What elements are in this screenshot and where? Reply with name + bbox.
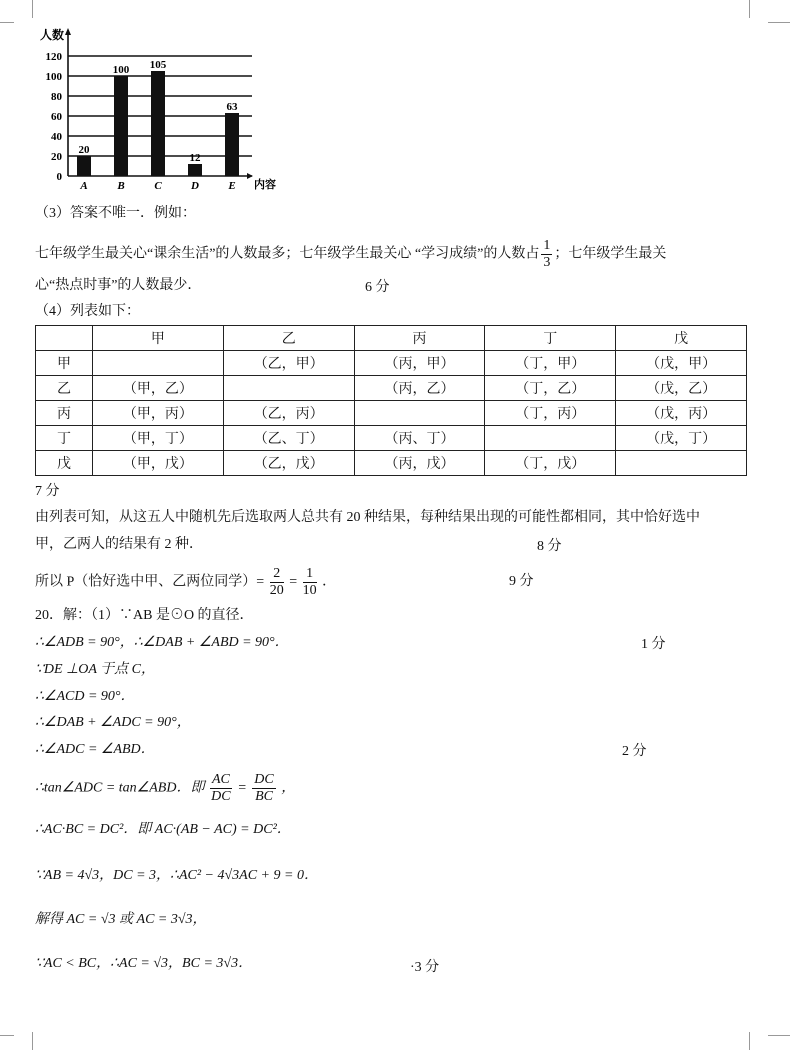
crop-mark xyxy=(749,1032,768,1050)
table-cell: 乙 xyxy=(223,326,354,351)
y-tick-label: 40 xyxy=(51,131,62,143)
crop-mark xyxy=(0,22,14,23)
q20-line2: ∴∠ADB = 90°，∴∠DAB + ∠ABD = 90°． xyxy=(35,635,289,650)
table-cell: （丙，戊） xyxy=(354,451,485,476)
fraction: $\frac{DC}{BC}$ xyxy=(254,772,274,804)
table-cell: （乙，丙） xyxy=(223,401,354,426)
table-cell: 甲 xyxy=(36,351,93,376)
q20-line10: 解得 AC = √3 或 AC = 3√3， xyxy=(35,912,207,927)
table-cell: （戊，丁） xyxy=(616,426,747,451)
q20-line6: ∴∠ADC = ∠ABD． xyxy=(35,742,155,757)
q20-line5: ∴∠DAB + ∠ADC = 90°， xyxy=(35,715,191,730)
p3-intro: （3）答案不唯一．例如： xyxy=(35,206,196,221)
table-cell: （甲，丁） xyxy=(93,426,224,451)
p4-text1: 由列表可知，从这五人中随机先后选取两人总共有 20 种结果，每种结果出现的可能性都相同，其中恰好选中 xyxy=(35,510,700,525)
bar-chart xyxy=(30,26,290,198)
table-cell xyxy=(223,376,354,401)
p4-text2: 甲，乙两人的结果有 2 种． xyxy=(35,537,203,552)
table-cell: （丙，甲） xyxy=(354,351,485,376)
table-cell: （甲，戊） xyxy=(93,451,224,476)
table-cell: （乙、丁） xyxy=(223,426,354,451)
bar xyxy=(151,71,165,176)
crop-mark xyxy=(768,22,790,23)
crop-mark xyxy=(749,0,768,18)
fraction: $\frac{AC}{DC}$ xyxy=(211,772,231,804)
y-axis-label: 人数 xyxy=(40,28,65,42)
table-row xyxy=(36,451,747,476)
q20-line11: ∵AC < BC，∴AC = √3，BC = 3√3． xyxy=(35,956,253,971)
y-tick-label: 120 xyxy=(45,51,62,63)
y-tick-label: 100 xyxy=(45,71,62,83)
table-cell: （乙，戊） xyxy=(223,451,354,476)
table-cell: （戊，乙） xyxy=(616,376,747,401)
x-axis-arrow xyxy=(247,173,253,179)
q20-line1: 20．解：（1）∵AB 是⊙O 的直径． xyxy=(35,608,254,623)
crop-mark xyxy=(0,1035,14,1036)
p3-line2: 心“热点时事”的人数最少． xyxy=(35,278,202,293)
bar xyxy=(114,76,128,176)
score-9: 9 分 xyxy=(509,574,534,589)
table-cell: （甲，丙） xyxy=(93,401,224,426)
pair-table xyxy=(35,325,747,476)
x-tick-label: C xyxy=(154,180,162,192)
q20-line8: ∴AC·BC = DC²．即 AC·(AB − AC) = DC²． xyxy=(35,822,291,837)
score-2: 2 分 xyxy=(622,744,647,759)
q20-line7: ∴tan∠ADC = tan∠ABD．即 $\frac{AC}{DC}$ = $\frac{DC}{BC}$ ， xyxy=(35,772,296,804)
x-tick-label: E xyxy=(228,180,236,192)
table-row xyxy=(36,426,747,451)
bar xyxy=(188,164,202,176)
table-row xyxy=(36,376,747,401)
table-row xyxy=(36,401,747,426)
data-label: 12 xyxy=(189,152,201,164)
score-8: 8 分 xyxy=(537,539,562,554)
table-cell xyxy=(36,326,93,351)
table-cell: 戊 xyxy=(36,451,93,476)
score-1: 1 分 xyxy=(641,637,666,652)
fraction: $\frac{1}{10}$ xyxy=(302,566,317,598)
probability-line: 所以 P（恰好选中甲、乙两位同学）= $\frac{2}{20}$ = $\frac{1}{10}$ ． xyxy=(35,566,337,598)
bar xyxy=(77,156,91,176)
table-cell: 乙 xyxy=(36,376,93,401)
crop-mark xyxy=(14,1032,33,1050)
table-cell: （丙，乙） xyxy=(354,376,485,401)
data-label: 105 xyxy=(149,59,167,71)
p3-line1: 七年级学生最关心“课余生活”的人数最多；七年级学生最关心 “学习成绩”的人数占 $\frac{1}{3}$ ；七年级学生最关 xyxy=(35,238,667,270)
table-cell xyxy=(616,451,747,476)
y-tick-label: 60 xyxy=(51,111,62,123)
data-label: 20 xyxy=(78,144,90,156)
table-cell: （戊，丙） xyxy=(616,401,747,426)
table-cell: （乙，甲） xyxy=(223,351,354,376)
q20-line4: ∴∠ACD = 90°． xyxy=(35,689,135,704)
y-tick-label: 0 xyxy=(56,171,62,183)
table-cell: （丁，戊） xyxy=(485,451,616,476)
table-cell: 丙 xyxy=(36,401,93,426)
p4-intro: （4）列表如下： xyxy=(35,304,140,319)
y-axis-arrow xyxy=(65,28,71,35)
q20-line3: ∵DE ⊥OA 于点 C， xyxy=(35,662,156,677)
y-tick-label: 20 xyxy=(51,151,62,163)
table-cell: （甲，乙） xyxy=(93,376,224,401)
bar xyxy=(225,113,239,176)
x-tick-label: B xyxy=(117,180,125,192)
score-6: 6 分 xyxy=(365,280,390,295)
crop-mark xyxy=(14,0,33,18)
table-cell xyxy=(485,426,616,451)
table-cell xyxy=(354,401,485,426)
table-cell xyxy=(93,351,224,376)
data-label: 100 xyxy=(112,64,130,76)
fraction: $\frac{2}{20}$ xyxy=(269,566,284,598)
table-cell: 丁 xyxy=(485,326,616,351)
x-tick-label: A xyxy=(80,180,88,192)
table-cell: 戊 xyxy=(616,326,747,351)
fraction: $\frac{1}{3}$ xyxy=(543,238,551,270)
score-7: 7 分 xyxy=(35,484,60,499)
table-cell: 丁 xyxy=(36,426,93,451)
q20-line9: ∵AB = 4√3，DC = 3，∴AC² − 4√3AC + 9 = 0． xyxy=(35,868,318,883)
x-axis-label: 内容 xyxy=(254,178,276,191)
crop-mark xyxy=(768,1035,790,1036)
table-row xyxy=(36,351,747,376)
table-cell: 甲 xyxy=(93,326,224,351)
table-cell: （丙、丁） xyxy=(354,426,485,451)
table-cell: 丙 xyxy=(354,326,485,351)
table-cell: （丁，甲） xyxy=(485,351,616,376)
score-3: ·3 分 xyxy=(410,960,440,975)
y-tick-label: 80 xyxy=(51,91,62,103)
table-cell: （丁，丙） xyxy=(485,401,616,426)
table-row xyxy=(36,326,747,351)
data-label: 63 xyxy=(226,101,238,113)
table-cell: （戊，甲） xyxy=(616,351,747,376)
table-cell: （丁，乙） xyxy=(485,376,616,401)
x-tick-label: D xyxy=(191,180,199,192)
